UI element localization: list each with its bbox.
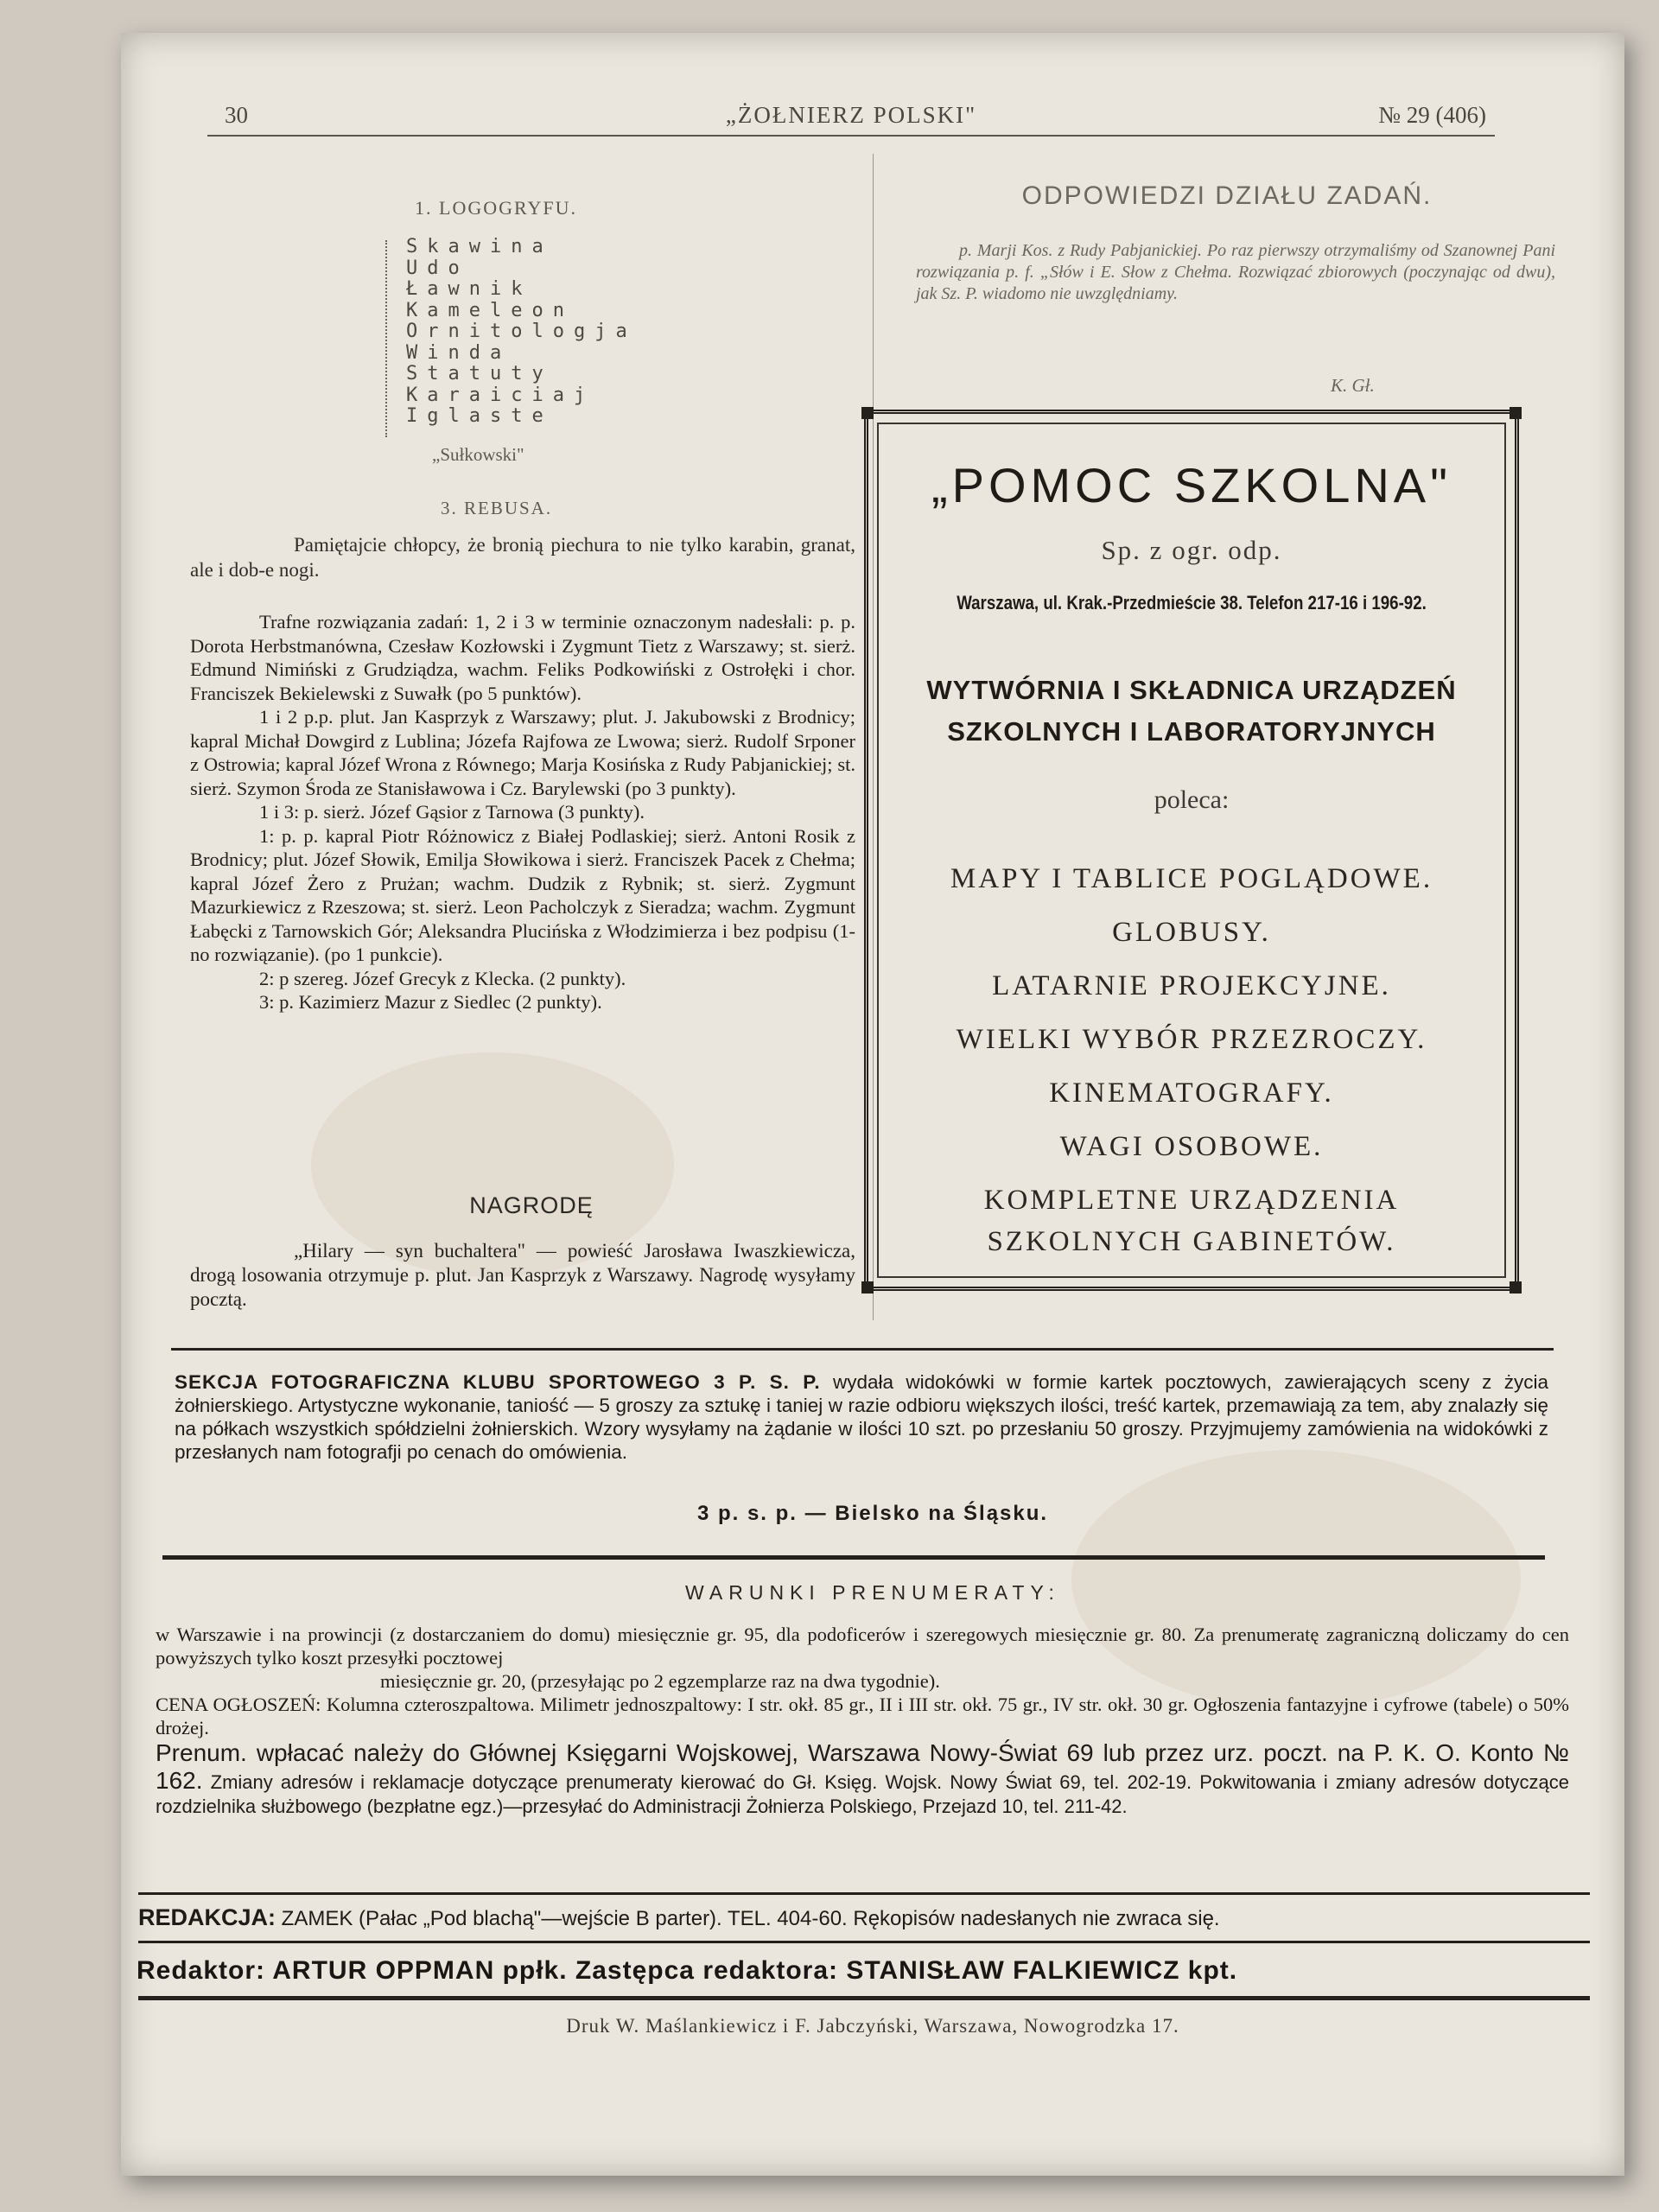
logogryph-grid	[406, 237, 637, 428]
logogryph-row: Statuty	[406, 363, 553, 385]
photo-section-signature: 3 p. s. p. — Bielsko na Śląsku.	[696, 1502, 1049, 1525]
logogryph-row: Iglaste	[406, 405, 553, 427]
logogryph-row: Kameleon	[406, 299, 574, 321]
solution-paragraph: 1: p. p. kapral Piotr Różnowicz z Białej Podlaskiej; sierż. Antoni Rosik z Brodnicy; plut. Józef Słowik, Emilja Słowikowa i sierż. Franciszek Pacek z Chełma; kapral Józef Żero z Prużan; wachm. Dudzik z Rybnik; st. sierż. Zygmunt Mazurkiewicz z Rzeszowa; st. sierż. Leon Pacholczyk z Sieradza; wachm. Zygmunt Łabęcki z Tarnowskich Gór; Aleksandra Plucińska z Włodzimierza i bez podpisu (1-no rozwiązanie). (po 1 punkcie).	[190, 824, 855, 965]
pomoc-szkolna-advertisement	[864, 410, 1519, 1291]
ad-product: KINEMATOGRAFY.	[1049, 1077, 1334, 1109]
solution-paragraph: 1 i 2 p.p. plut. Jan Kasprzyk z Warszawy; plut. J. Jakubowski z Brodnicy; kapral Michał Dowgird z Lublina; Józefa Rajfowa ze Lwowa; sierż. Rudolf Srponer z Ostrowia; kapral Józef Wrona z Równego; Marja Kosińska z Rudy Pabjanickiej; st. sierż. Szymon Środa ze Stanisławowa i Cz. Barylewski (po 3 punkty).	[190, 706, 855, 799]
newspaper-title: „ŻOŁNIERZ POLSKI"	[725, 102, 977, 128]
logogryph-row: Skawina	[406, 236, 553, 257]
ad-specialty-line: WYTWÓRNIA I SKŁADNICA URZĄDZEŃ	[926, 675, 1457, 705]
answers-signature: K. Gł.	[1331, 375, 1375, 396]
ad-product: WIELKI WYBÓR PRZEZROCZY.	[956, 1024, 1427, 1055]
subscription-prices: w Warszawie i na prowincji (z dostarczaniem do domu) miesięcznie gr. 95, dla podoficerów i szeregowych miesięcznie gr. 80. Za prenumeratę zagraniczną doliczamy do cen powyższych tylko koszt przesyłki pocztowej	[156, 1624, 1569, 1669]
section-divider	[138, 1892, 1590, 1895]
ad-company-name: „POMOC SZKOLNA"	[931, 458, 1452, 512]
ad-product: MAPY I TABLICE POGLĄDOWE.	[950, 863, 1433, 894]
editorial-office	[138, 1904, 1590, 1931]
answers-title: ODPOWIEDZI DZIAŁU ZADAŃ.	[1021, 181, 1433, 210]
solution-paragraph: 1 i 3: p. sierż. Józef Gąsior z Tarnowa (3 punkty).	[259, 801, 645, 823]
payment-info	[156, 1739, 1569, 1818]
section-divider	[162, 1555, 1545, 1560]
payment-details: Zmiany adresów i reklamacje dotyczące prenumeraty kierować do Gł. Księg. Wojsk. Nowy Świat 69, tel. 202-19. Pokwitowania i zmiany adresów dotyczące rozdzielnika służbowego (bezpłatne egz.)—przesyłać do Administracji Żołnierza Polskiego, Przejazd 10, tel. 211-42.	[156, 1771, 1569, 1817]
ad-recommends: poleca:	[1154, 785, 1230, 814]
page-number: 30	[225, 102, 248, 128]
ad-corner	[1510, 1281, 1522, 1294]
editorial-address: ZAMEK (Pałac „Pod blachą"—wejście B parter). TEL. 404-60. Rękopisów nadesłanych nie zwraca się.	[276, 1907, 1220, 1930]
logogryph-row: Ornitologja	[406, 321, 637, 342]
editor-credits: Redaktor: ARTUR OPPMAN ppłk. Zastępca redaktora: STANISŁAW FALKIEWICZ kpt.	[137, 1956, 1238, 1985]
subscription-terms	[156, 1623, 1569, 1818]
ad-product: KOMPLETNE URZĄDZENIA	[983, 1185, 1400, 1216]
ad-corner	[861, 407, 874, 419]
solution-paragraph: Trafne rozwiązania zadań: 1, 2 i 3 w terminie oznaczonym nadesłali: p. p. Dorota Herbstmanówna, Czesław Kozłowski i Zygmunt Tietz z Warszawy; st. sierż. Edmund Nimiński z Grudziądza, wachm. Feliks Podkowiński z Ostrołęki i chor. Franciszek Bekielewski z Suwałk (po 5 punktów).	[190, 611, 855, 704]
newspaper-page	[121, 33, 1624, 2176]
ad-product: LATARNIE PROJEKCYJNE.	[992, 970, 1391, 1001]
logogryph-title: 1. LOGOGRYFU.	[415, 197, 577, 219]
editorial-label: REDAKCJA:	[138, 1904, 276, 1930]
page-header	[207, 95, 1495, 137]
subscription-foreign: miesięcznie gr. 20, (przesyłając po 2 egzemplarze raz na dwa tygodnie).	[380, 1670, 940, 1692]
printer-imprint: Druk W. Maślankiewicz i F. Jabczyński, Warszawa, Nowogrodzka 17.	[566, 2015, 1179, 2037]
ad-product: WAGI OSOBOWE.	[1059, 1131, 1324, 1162]
ad-specialty-line: SZKOLNYCH I LABORATORYJNYCH	[947, 716, 1436, 747]
ads-prices: CENA OGŁOSZEŃ: Kolumna czteroszpaltowa. Milimetr jednoszpaltowy: I str. okł. 85 gr., II i III str. okł. 75 gr., IV str. okł. 30 gr. Ogłoszenia fantazyjne i cyfrowe (tabele) o 50% drożej.	[156, 1694, 1569, 1738]
ad-corner	[1510, 407, 1522, 419]
prize-text: „Hilary — syn buchaltera" — powieść Jarosława Iwaszkiewicza, drogą losowania otrzymuje p. plut. Jan Kasprzyk z Warszawy. Nagrodę wysyłamy pocztą.	[190, 1240, 855, 1310]
rebus-title: 3. REBUSA.	[441, 498, 553, 518]
solutions-list	[190, 610, 855, 1014]
payment-main: Prenum. wpłacać należy do Głównej Księgarni Wojskowej, Warszawa Nowy-Świat 69 lub przez urz. poczt. na P. K. O. Konto № 162.	[156, 1739, 1569, 1794]
solution-paragraph: 2: p szereg. Józef Grecyk z Klecka. (2 punkty).	[259, 967, 626, 989]
ad-company-legal-form: Sp. z ogr. odp.	[1101, 535, 1282, 565]
logogryph-row: Ławnik	[406, 278, 532, 300]
ad-product: SZKOLNYCH GABINETÓW.	[987, 1226, 1396, 1257]
section-divider	[171, 1348, 1554, 1351]
logogryph-guide-line	[385, 240, 387, 437]
logogryph-row: Winda	[406, 341, 512, 364]
section-divider	[138, 1996, 1590, 2000]
issue-number: № 29 (406)	[1378, 102, 1486, 128]
photo-section-lead: SEKCJA FOTOGRAFICZNA KLUBU SPORTOWEGO 3 P. S. P.	[175, 1371, 821, 1393]
subscription-title: WARUNKI PRENUMERATY:	[685, 1581, 1060, 1604]
section-divider	[138, 1941, 1590, 1943]
photo-section-body: wydała widokówki w formie kartek pocztowych, zawierających sceny z życia żołnierskiego. Artystyczne wykonanie, taniość — 5 groszy za sztukę i taniej w razie odbioru większych ilości, treść kartek, przemawiają za tem, aby znalazły się na półkach wszystkich spółdzielni żołnierskich. Wzory wysyłamy na żądanie w ilości 10 szt. po przesłaniu 50 groszy. Przyjmujemy zamówienia na widokówki z przesłanych nam fotografji po cenach do omówienia.	[175, 1371, 1548, 1463]
ad-product: GLOBUSY.	[1112, 917, 1271, 948]
logogryph-row: Karaiciaj	[406, 384, 595, 406]
ad-address: Warszawa, ul. Krak.-Przedmieście 38. Telefon 217-16 i 196-92.	[957, 592, 1427, 613]
solution-paragraph: 3: p. Kazimierz Mazur z Siedlec (2 punkty).	[259, 991, 602, 1013]
logogryph-row: Udo	[406, 257, 469, 279]
prize-title: NAGRODĘ	[469, 1192, 594, 1218]
photo-section-notice	[175, 1370, 1548, 1464]
ad-corner	[861, 1281, 874, 1294]
logogryph-answer: „Sułkowski"	[432, 444, 524, 465]
answers-text: p. Marji Kos. z Rudy Pabjanickiej. Po raz pierwszy otrzymaliśmy od Szanownej Pani rozwiązania p. f. „Słów i E. Słow z Chełma. Rozwiązać zbiorowych (poczynając od dwu), jak Sz. P. wiadomo nie uwzględniamy.	[916, 241, 1555, 303]
rebus-solution: Pamiętajcie chłopcy, że bronią piechura to nie tylko karabin, granat, ale i dob-e nogi.	[190, 534, 855, 581]
